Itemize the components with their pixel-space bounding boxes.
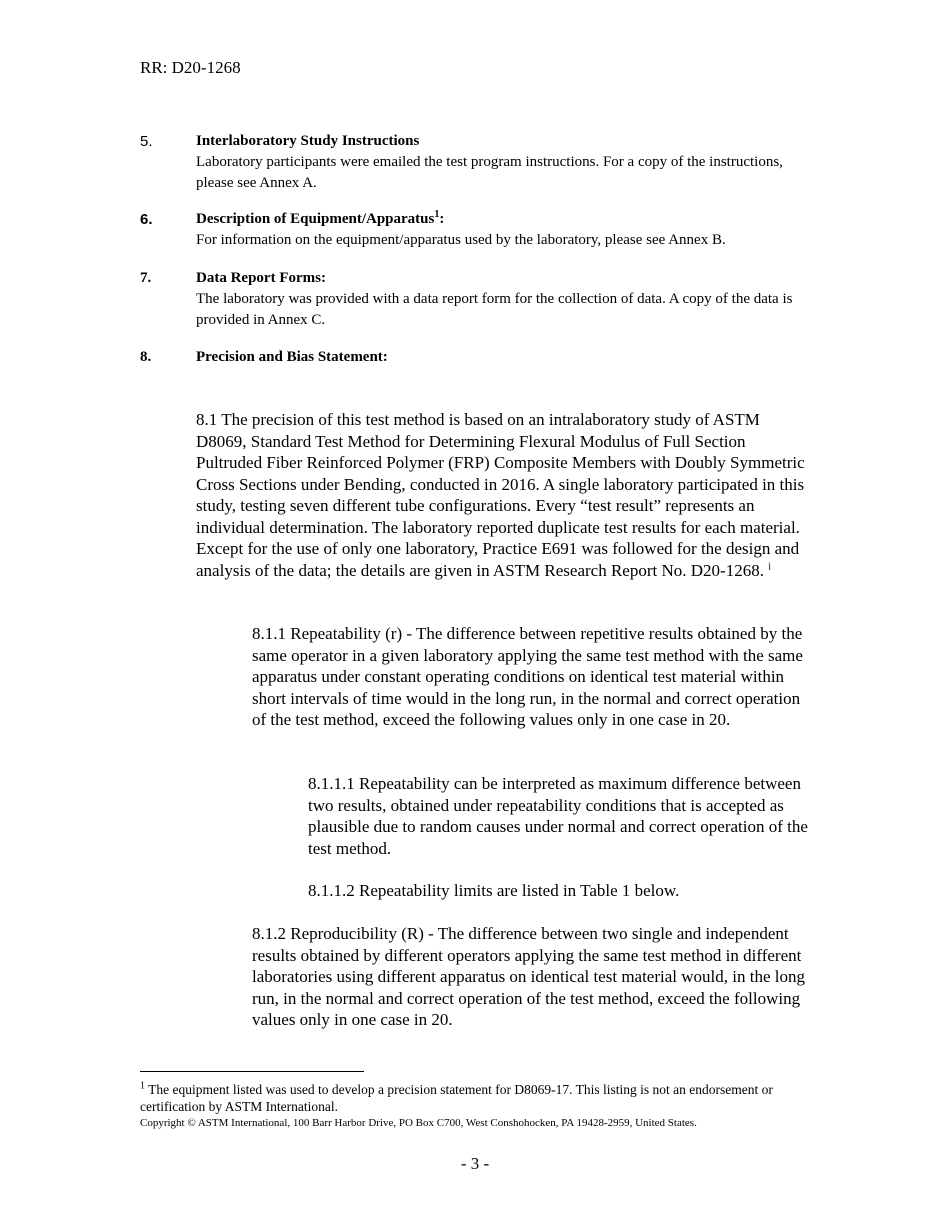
section-6-title [196,211,444,228]
footnote-text: The equipment listed was used to develop a precision statement for D8069-17. This listing is not an endorsement or certification by ASTM International. [140,1082,773,1114]
paragraph-8-1-2: 8.1.2 Reproducibility (R) - The difference between two single and independent results obtained by different operators applying the same test method in different laboratories using different apparatus on identical test material would, in the long run, in the normal and correct operation of the test method, exceed the following values only in one case in 20. [252,924,805,1029]
page-number: - 3 - [460,1154,490,1173]
section-8-number: 8. [140,349,152,365]
footnote-1 [140,1081,820,1115]
paragraph-8-1 [196,409,814,581]
section-7-number: 7. [140,270,152,286]
section-6-title-text: Description of Equipment/Apparatus [196,211,435,227]
endnote-ref-i: i [768,560,771,572]
footnote-marker: 1 [140,1080,145,1092]
section-6-body: For information on the equipment/apparatus used by the laboratory, please see Annex B. [196,232,726,248]
section-5-body: Laboratory participants were emailed the test program instructions. For a copy of the instructions, please see Annex A. [196,154,783,191]
paragraph-8-1-1-1: 8.1.1.1 Repeatability can be interpreted as maximum difference between two results, obtained under repeatability conditions that is accepted as plausible due to random causes under normal and correct operation of the test method. [308,774,808,858]
paragraph-8-1-1-2: 8.1.1.2 Repeatability limits are listed in Table 1 below. [308,881,680,900]
section-5-title: Interlaboratory Study Instructions [196,133,420,149]
section-8-title: Precision and Bias Statement: [196,349,388,365]
report-id-header: RR: D20-1268 [140,58,241,77]
section-5-number: 5. [140,133,153,150]
paragraph-8-1-text: 8.1 The precision of this test method is based on an intralaboratory study of ASTM D8069, Standard Test Method for Determining Flexural Modulus of Full Section Pultruded Fiber Reinforced Polymer (FRP) Composite Members with Doubly Symmetric Cross Sections under Bending, conducted in 2016. A single laboratory participated in this study, testing seven different tube configurations. Every “test result” represents an individual determination. The laboratory reported duplicate test results for each material. Except for the use of only one laboratory, Practice E691 was followed for the design and analysis of the data; the details are given in ASTM Research Report No. D20-1268. [196,410,805,580]
paragraph-8-1-1: 8.1.1 Repeatability (r) - The difference between repetitive results obtained by the same operator in a given laboratory applying the same test method with the same apparatus under constant operating conditions on identical test material within short intervals of time would in the long run, in the normal and correct operation of the test method, exceed the following values only in one case in 20. [252,624,803,729]
footnote-ref-1: 1 [434,209,440,220]
section-7-body: The laboratory was provided with a data report form for the collection of data. A copy of the data is provided in Annex C. [196,291,793,328]
section-7-title: Data Report Forms: [196,270,326,286]
section-6-number: 6. [140,211,153,228]
section-6-title-suffix: : [439,211,445,227]
footnote-divider [140,1071,364,1072]
copyright-notice: Copyright © ASTM International, 100 Barr Harbor Drive, PO Box C700, West Conshohocken, PA 19428-2959, United States. [140,1117,697,1129]
